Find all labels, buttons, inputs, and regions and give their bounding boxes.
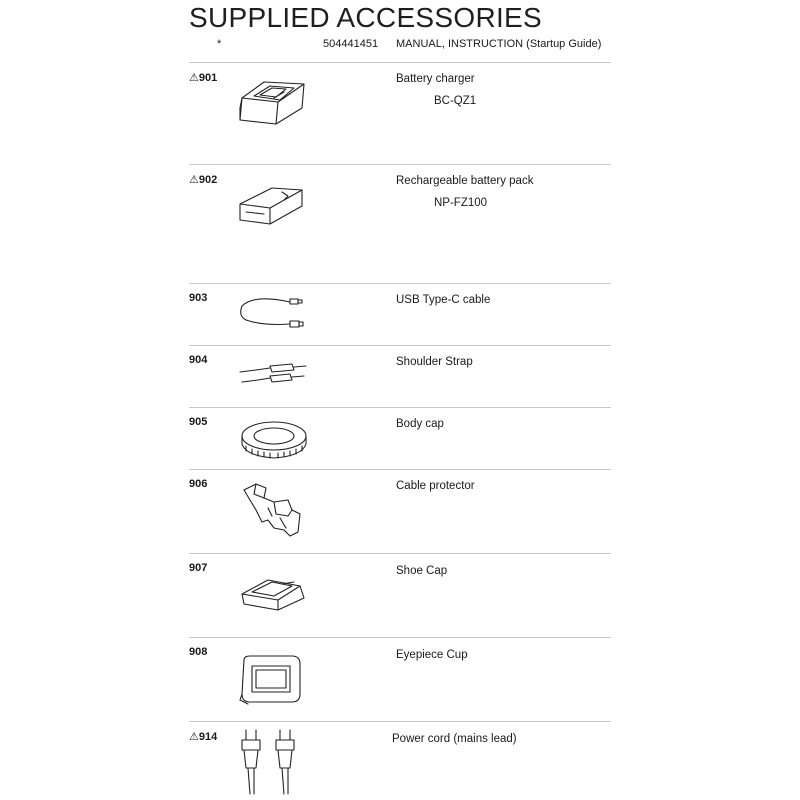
divider [189,553,611,554]
divider [189,62,611,63]
item-number: 906 [189,478,208,490]
item-name: Shoulder Strap [396,356,473,368]
warning-icon: ⚠ [189,72,199,84]
shoe-cap-icon [238,572,308,614]
item-model: BC-QZ1 [434,95,477,107]
item-number: 908 [189,646,208,658]
usb-cable-icon [234,292,310,336]
item-model: NP-FZ100 [434,197,488,209]
cable-protector-icon [240,480,306,540]
power-cord-icon [232,728,302,798]
item-name: Eyepiece Cup [396,649,468,661]
battery-charger-icon [234,78,310,128]
divider [189,345,611,346]
item-name: USB Type-C cable [396,294,491,306]
divider [189,407,611,408]
divider [189,164,611,165]
item-number: 907 [189,562,208,574]
item-number: ⚠901 [189,72,218,84]
item-number: ⚠902 [189,174,218,186]
warning-icon: ⚠ [189,731,199,743]
item-number: 904 [189,354,208,366]
body-cap-icon [238,418,310,460]
warning-icon: ⚠ [189,174,199,186]
manual-part-number: 504441451 [323,38,379,50]
item-number: 905 [189,416,208,428]
divider [189,637,611,638]
item-name: Battery charger [396,73,475,85]
item-name: Rechargeable battery pack [396,175,534,187]
item-name: Power cord (mains lead) [392,733,517,745]
item-name: Body cap [396,418,444,430]
manual-label: MANUAL, INSTRUCTION (Startup Guide) [396,38,602,50]
divider [189,469,611,470]
item-name: Cable protector [396,480,475,492]
item-number: 903 [189,292,208,304]
divider [189,721,611,722]
manual-row [0,38,800,54]
battery-pack-icon [236,182,308,230]
manual-asterisk: * [217,38,222,50]
item-number: ⚠914 [189,731,218,743]
eyepiece-cup-icon [238,654,304,706]
item-name: Shoe Cap [396,565,448,577]
shoulder-strap-icon [236,360,310,390]
page-title: SUPPLIED ACCESSORIES [189,2,543,33]
divider [189,283,611,284]
